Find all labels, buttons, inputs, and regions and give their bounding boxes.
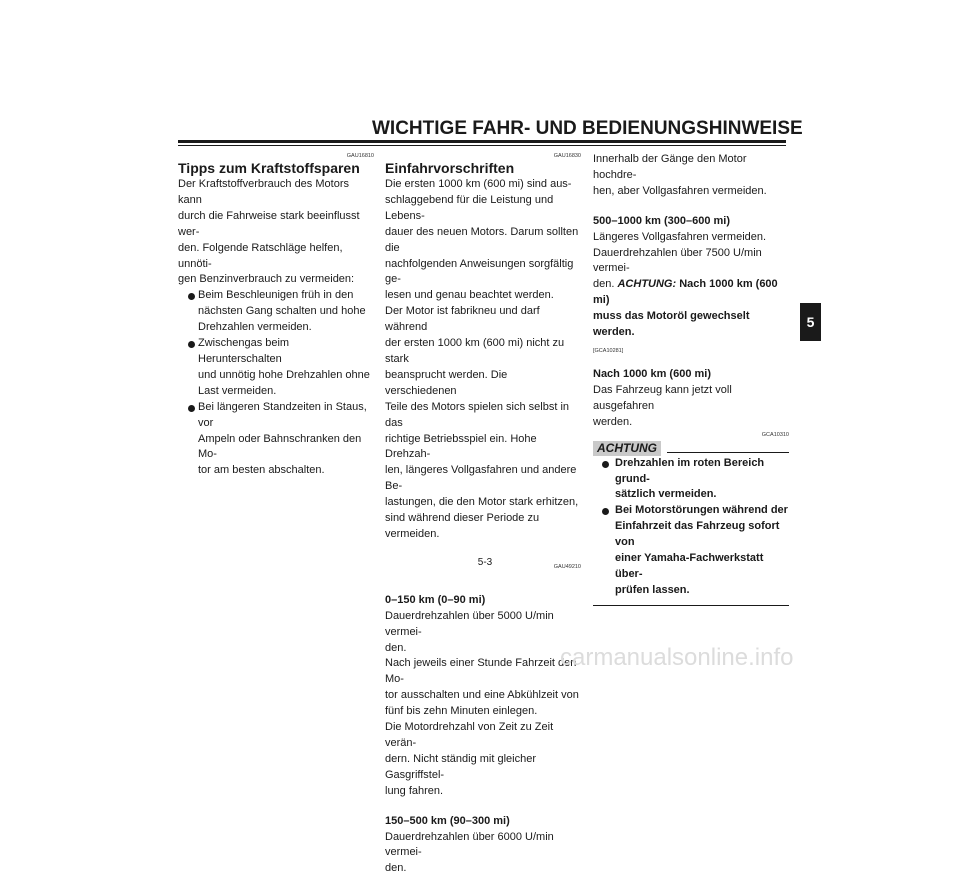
subsection-heading: 150–500 km (90–300 mi) (385, 814, 510, 827)
bullet-icon (188, 405, 195, 412)
paragraph: Dauerdrehzahlen über 6000 U/min vermei- den. (385, 830, 554, 875)
watermark: carmanualsonline.info (560, 644, 794, 671)
section-code: GAU16810 (346, 153, 374, 159)
warning-label: ACHTUNG (593, 441, 661, 456)
title-rule (178, 140, 786, 143)
bullet-icon (188, 341, 195, 348)
page-title: WICHTIGE FAHR- UND BEDIENUNGSHINWEISE (372, 118, 803, 139)
list-item: Bei Motorstörungen während der Einfahrzeit das Fahrzeug sofort von einer Yamaha-Fachwerkstatt über- prüfen lassen. (593, 503, 789, 598)
bullet-icon (602, 508, 609, 515)
section-code: [GCA10281] (593, 347, 624, 354)
paragraph: Innerhalb der Gänge den Motor hochdre- hen, aber Vollgasfahren vermeiden. (593, 153, 767, 197)
warning-box (593, 456, 789, 606)
section-code: GAU49210 (553, 563, 581, 570)
list-item: Bei längeren Standzeiten in Staus, vor Ampeln oder Bahnschranken den Mo- tor am besten abschalten. (178, 400, 374, 480)
bullet-icon (188, 293, 195, 300)
paragraph: Der Kraftstoffverbrauch des Motors kann durch die Fahrweise stark beeinflusst wer- den. Folgende Ratschläge helfen, unnöti- gen Benzinverbrauch zu vermeiden: (178, 178, 360, 286)
paragraph: Längeres Vollgasfahren vermeiden. Dauerdrehzahlen über 7500 U/min vermei- den. ACHTUNG: Nach 1000 km (600 mi) muss das Motoröl gewechselt werden. (593, 230, 778, 339)
section-heading: Tipps zum Kraftstoffsparen (178, 160, 360, 176)
bullet-list (178, 288, 374, 479)
subsection-heading: 500–1000 km (300–600 mi) (593, 214, 730, 227)
column-fuel-saving (178, 152, 374, 479)
title-rule-thin (178, 145, 786, 146)
list-item: Zwischengas beim Herunterschalten und unnötig hohe Drehzahlen ohne Last vermeiden. (178, 336, 374, 400)
list-item: Drehzahlen im roten Bereich grund- sätzlich vermeiden. (593, 456, 789, 504)
paragraph: Die ersten 1000 km (600 mi) sind aus- schlaggebend für die Leistung und Lebens- dauer des neuen Motors. Darum sollten die nachfolgenden Anweisungen sorgfältig ge- lesen und genau beachtet werden. Der Motor ist fabrikneu und darf während der ersten 1000 km (600 mi) nicht zu stark beansprucht werden. Die verschiedenen Teile des Motors spielen sich selbst in das richtige Betriebsspiel ein. Hohe Drehzah- len, längeres Vollgasfahren und andere Be- lastungen, die den Motor stark erhitzen, sind während dieser Periode zu vermeiden. (385, 178, 579, 540)
section-code: GAU16830 (553, 153, 581, 159)
subsection-heading: 0–150 km (0–90 mi) (385, 593, 486, 606)
page-number: 5-3 (477, 557, 493, 568)
warning-rule (667, 452, 789, 453)
warning-inline-label: ACHTUNG: (617, 278, 677, 291)
list-item: Beim Beschleunigen früh in den nächsten Gang schalten und hohe Drehzahlen vermeiden. (178, 288, 374, 336)
section-heading: Einfahrvorschriften (385, 160, 515, 176)
warning-header (593, 441, 789, 456)
subsection-heading: Nach 1000 km (600 mi) (593, 367, 712, 380)
bullet-list (593, 456, 789, 599)
chapter-tab[interactable]: 5 (800, 303, 821, 341)
column-break-in (385, 152, 581, 877)
paragraph: Das Fahrzeug kann jetzt voll ausgefahren werden. (593, 383, 732, 428)
bullet-icon (602, 461, 609, 468)
warning-end-rule (593, 605, 789, 606)
warning-inline-text: Nach 1000 km (600 mi) (593, 278, 778, 307)
warning-inline-text: muss das Motoröl gewechselt werden. (593, 310, 750, 339)
column-continued (593, 152, 789, 606)
section-code: GCA10310 (761, 431, 789, 438)
paragraph: Dauerdrehzahlen über 5000 U/min vermei- den. Nach jeweils einer Stunde Fahrzeit den Mo- tor ausschalten und eine Abkühlzeit von fünf bis zehn Minuten einlegen. Die Motordrehzahl von Zeit zu Zeit verän- dern. Nicht ständig mit gleicher Gasgriffstel- lung fahren. (385, 609, 579, 797)
